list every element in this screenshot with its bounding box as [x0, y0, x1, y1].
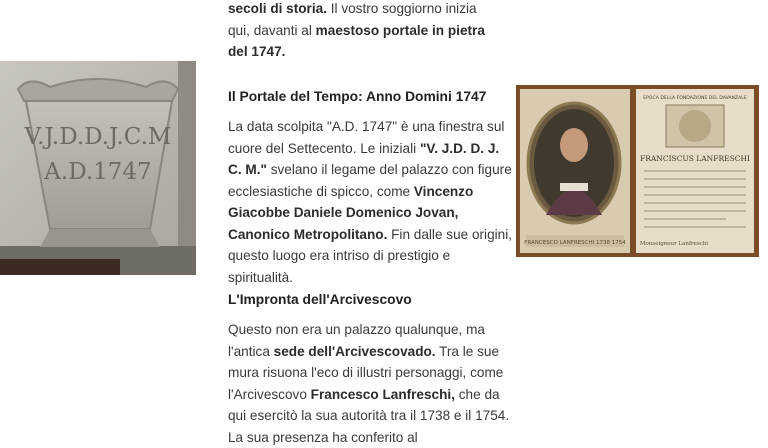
section-title-arcivescovo: L'Impronta dell'Arcivescovo — [228, 292, 412, 307]
doc-header: EPOCA DELLA FONDAZIONE DEL DAVANZALE — [643, 96, 747, 101]
doc-footer: Monseigneur Lanfreschi — [639, 241, 709, 247]
intro-line-3: del 1747. — [228, 44, 286, 59]
portrait-document-photo — [516, 85, 759, 257]
keystone-photo — [0, 61, 196, 275]
section-title-portale: Il Portale del Tempo: Anno Domini 1747 — [228, 89, 487, 104]
intro-paragraph — [228, 0, 513, 63]
keystone-illustration — [0, 61, 196, 275]
section-body-portale: La data scolpita "A.D. 1747" è una finestra sul cuore del Settecento. Le iniziali "V. J.D. D. J. C. M." svelano il legame del palazzo con figure ecclesiastiche di spicco, come Vincenzo Giacobbe Daniele Domenico Jovan, Canonico Metropolitano. Fin dalle sue origini, questo luogo era intriso di prestigio e spiritualità. — [228, 119, 513, 285]
intro-line-2: qui, davanti al maestoso portale in pietra — [228, 22, 485, 38]
section-body-arcivescovo: Questo non era un palazzo qualunque, ma l'antica sede dell'Arcivescovado. Tra le sue mura risuona l'eco di illustri personaggi, come l'Arcivescovo Francesco Lanfreschi, che da qui esercitò la sua autorità tra il 1738 e il 1754. La sua presenza ha conferito al — [228, 322, 510, 445]
doc-name: FRANCISCUS LANFRESCHI — [640, 154, 750, 163]
portrait-document-illustration — [516, 85, 759, 257]
portrait-caption: FRANCESCO LANFRESCHI 1738 1754 — [524, 240, 626, 246]
keystone-line-1: V.J.D.D.J.C.M — [24, 124, 172, 150]
keystone-line-2: A.D.1747 — [44, 159, 152, 185]
intro-line-1: secoli di storia. Il vostro soggiorno inizia — [228, 1, 477, 16]
